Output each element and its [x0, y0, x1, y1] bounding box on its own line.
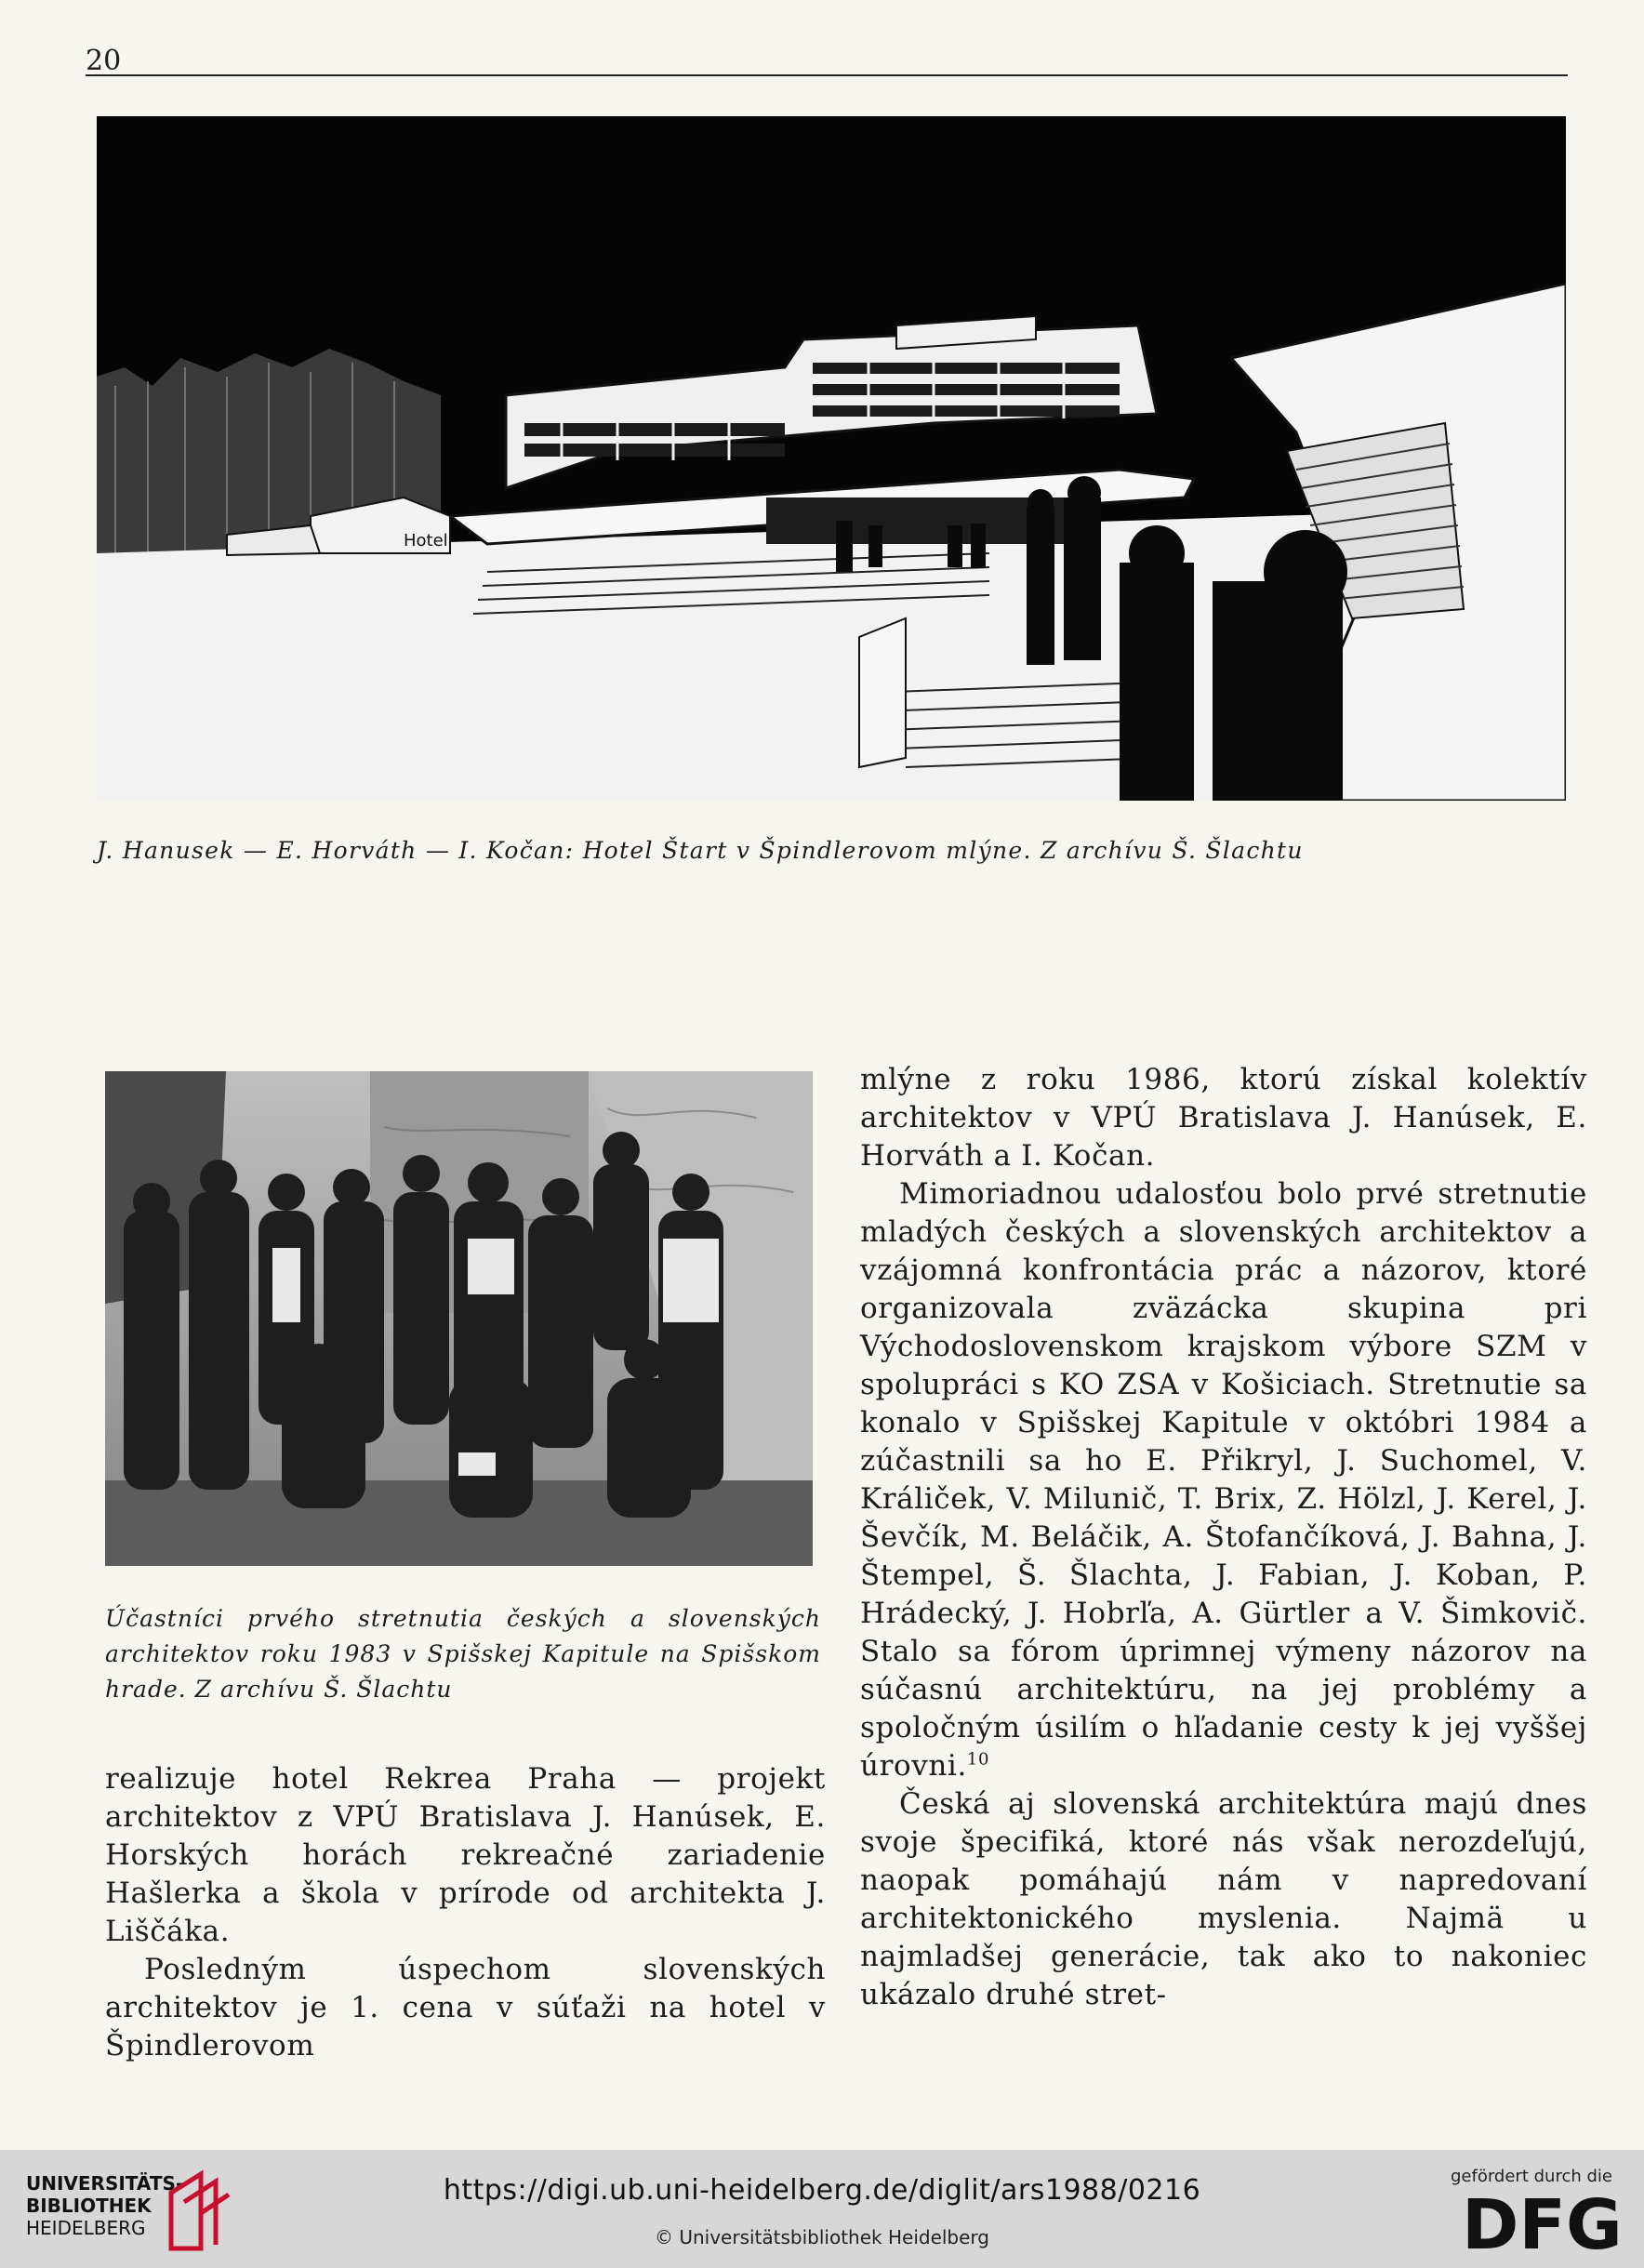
- funded-by-label: gefördert durch die: [1451, 2167, 1612, 2186]
- paragraph-text: Mimoriadnou udalosťou bolo prvé stretnutie mladých českých a slovenských architektov a vzájomná konfrontácia prác a názorov, ktoré organizovala zväzácka skupina pri Východoslovenskom krajskom výbore SZM v spolupráci s KO ZSA v Košiciach. Stretnutie sa konalo v Spišskej Kapitule v októbri 1984 a zúčastnili sa ho E. Přikryl, J. Suchomel, V. Králiček, V. Milunič, T. Brix, Z. Hölzl, J. Kerel, J. Ševčík, M. Beláčik, A. Štofančíková, J. Bahna, J. Štempel, Š. Šlachta, J. Fabian, J. Koban, P. Hrádecký, J. Hobrľa, A. Gürtler a V. Šimkovič. Stalo sa fórom úprimnej výmeny názorov na súčasnú architektúru, na jej problémy a spoločným úsilím o hľadanie cesty k jej vyššej úrovni.: [860, 1177, 1587, 1783]
- left-text-column: [105, 1760, 826, 2065]
- dfg-logo-icon: [1456, 2182, 1633, 2260]
- right-paragraph-3: Česká aj slovenská architektúra majú dnes svoje špecifiká, ktoré nás však nerozdeľujú, naopak pomáhajú nám v napredovaní architektonického myslenia. Najmä u najmladšej generácie, tak ako to nakoniec ukázalo druhé stret-: [860, 1787, 1587, 2011]
- right-paragraph-1: mlýne z roku 1986, ktorú získal kolektív architektov v VPÚ Bratislava J. Hanúsek, E. Horváth a I. Kočan.: [860, 1063, 1587, 1173]
- footer-bar: [0, 2150, 1644, 2268]
- hotel-drawing-image: [97, 116, 1566, 801]
- header-rule: [86, 74, 1568, 76]
- left-paragraph-2: Posledným úspechom slovenských architektov je 1. cena v súťaži na hotel v Špindlerovom: [105, 1953, 826, 2062]
- right-text-column: [860, 1061, 1587, 2014]
- footnote-ref[interactable]: 10: [966, 1749, 990, 1770]
- library-name-line3: HEIDELBERG: [26, 2217, 146, 2239]
- dfg-logo-text: DFG: [1462, 2185, 1623, 2260]
- figure-caption-group: Účastníci prvého stretnutia českých a slovenských architektov roku 1983 v Spišskej Kapitule na Spišskom hrade. Z archívu Š. Šlachtu: [105, 1605, 821, 1703]
- right-paragraph-2: [860, 1175, 1587, 1785]
- left-paragraph-1: realizuje hotel Rekrea Praha — projekt architektov z VPÚ Bratislava J. Hanúsek, E. Horských horách rekreačné zariadenie Hašlerka a škola v prírode od architekta J. Liščáka.: [105, 1762, 826, 1948]
- page-number: 20: [86, 45, 122, 77]
- library-name-line2: BIBLIOTHEK: [26, 2195, 152, 2217]
- document-url-link[interactable]: https://digi.ub.uni-heidelberg.de/diglit/ars1988/0216: [443, 2174, 1201, 2207]
- library-name-line1: UNIVERSITÄTS-: [26, 2172, 184, 2195]
- copyright-notice: © Universitätsbibliothek Heidelberg: [654, 2226, 989, 2248]
- figure-caption-hotel: J. Hanusek — E. Horváth — I. Kočan: Hotel Štart v Špindlerovom mlýne. Z archívu Š. Šlachtu: [97, 837, 1304, 864]
- svg-text:Hotel: Hotel: [404, 531, 448, 550]
- group-photo-image: [105, 1071, 813, 1566]
